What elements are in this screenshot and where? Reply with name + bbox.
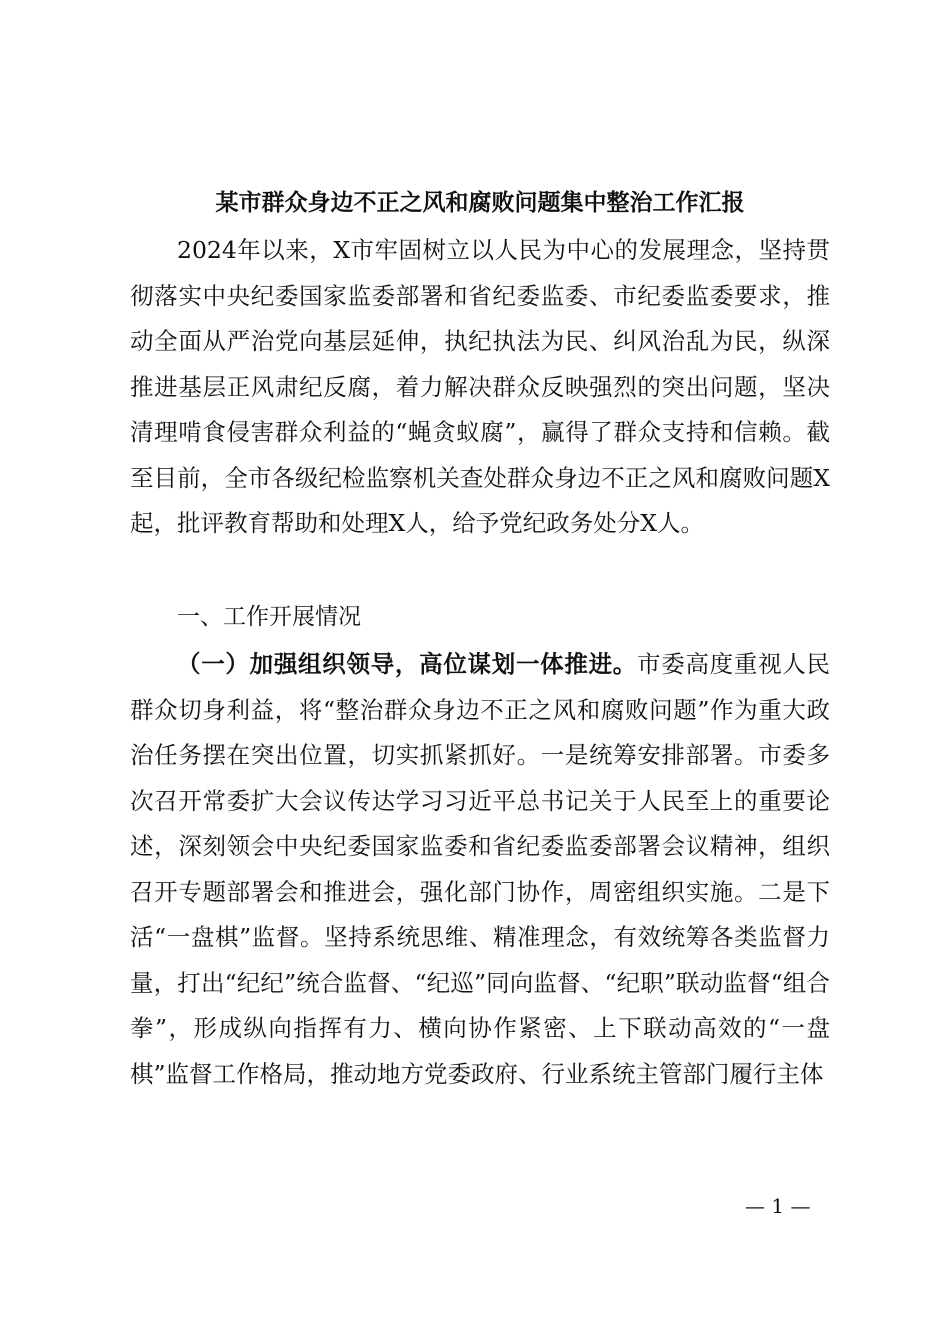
intro-paragraph: 2024年以来，X市牢固树立以人民为中心的发展理念，坚持贯彻落实中央纪委国家监委部署和省纪委监委、市纪委监委要求，推动全面从严治党向基层延伸，执纪执法为民、纠风治乱为民，纵深推进基层正风肃纪反腐，着力解决群众反映强烈的突出问题，坚决清理啃食侵害群众利益的“蝇贪蚁腐”，赢得了群众支持和信赖。截至目前，全市各级纪检监察机关查处群众身边不正之风和腐败问题X起，批评教育帮助和处理X人，给予党纪政务处分X人。 bbox=[130, 236, 830, 537]
section-heading: 一、工作开展情况 bbox=[177, 604, 361, 630]
section-paragraph bbox=[130, 642, 830, 1097]
sub-section-heading: （一）加强组织领导，高位谋划一体推进。 bbox=[177, 650, 638, 678]
page-number: — 1 — bbox=[745, 1194, 811, 1218]
document-title: 某市群众身边不正之风和腐败问题集中整治工作汇报 bbox=[215, 189, 745, 216]
sub-section-text: 市委高度重视人民群众切身利益，将“整治群众身边不正之风和腐败问题”作为重大政治任务摆在突出位置，切实抓紧抓好。一是统筹安排部署。市委多次召开常委扩大会议传达学习习近平总书记关于人民至上的重要论述，深刻领会中央纪委国家监委和省纪委监委部署会议精神，组织召开专题部署会和推进会，强化部门协作，周密组织实施。二是下活“一盘棋”监督。坚持系统思维、精准理念，有效统筹各类监督力量，打出“纪纪”统合监督、“纪巡”同向监督、“纪职”联动监督“组合拳”，形成纵向指挥有力、横向协作紧密、上下联动高效的“一盘棋”监督工作格局，推动地方党委政府、行业系统主管部门履行主体 bbox=[130, 650, 831, 1088]
